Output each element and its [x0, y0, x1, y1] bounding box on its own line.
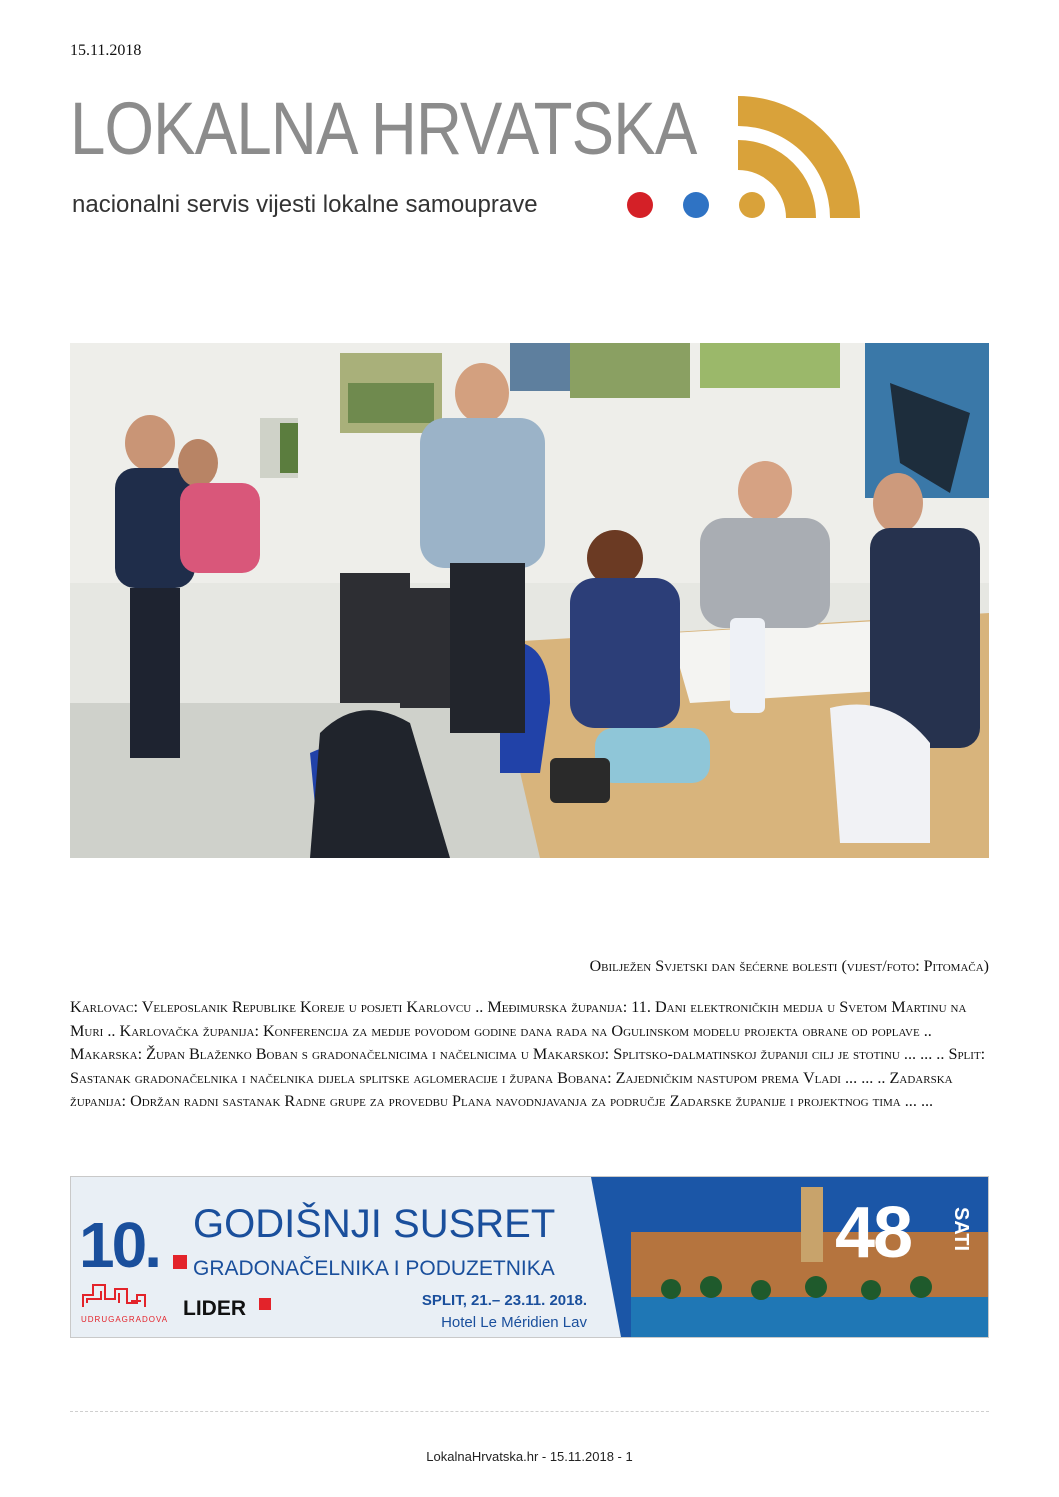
logo-red-dot: [627, 192, 653, 218]
banner-lider-square: [259, 1298, 271, 1310]
banner-red-square: [173, 1255, 187, 1269]
banner-line1: GODIŠNJI SUSRET: [193, 1202, 556, 1246]
logo-blue-dot: [683, 192, 709, 218]
banner-number: 10.: [79, 1209, 159, 1281]
banner-venue: Hotel Le Méridien Lav: [441, 1314, 587, 1331]
banner-org: UDRUGAGRADOVA: [81, 1315, 169, 1324]
logo-subtitle: nacionalni servis vijesti lokalne samouprave: [72, 191, 538, 218]
news-photo: [70, 343, 989, 858]
document-date: 15.11.2018: [70, 42, 142, 59]
logo-rss-icon: [618, 92, 868, 222]
page-divider: [70, 1411, 989, 1412]
logo-gold-dot: [739, 192, 765, 218]
banner-hours: 48: [835, 1193, 912, 1273]
logo-title: LOKALNA HRVATSKA: [70, 87, 697, 170]
news-summary: Karlovac: Veleposlanik Republike Koreje u posjeti Karlovcu .. Međimurska županija: 11. Dani elektroničkih medija u Svetom Martinu na Muri .. Karlovačka županija: Konferencija za medije povodom godine dana rada na Ogulinskom modelu projekta obrane od poplave .. Makarska: Župan Blaženko Boban s gradonačelnicima i načelnicima u Makarskoj: Splitsko-dalmatinskoj županiji cilj je stotinu ... ... .. Split: Sastanak gradonačelnika i načelnika dijela splitske aglomeracije i župana Bobana: Zajedničkim nastupom prema Vladi ... ... .. Zadarska županija: Održan radni sastanak Radne grupe za provedbu Plana navodnjavanja za područje Zadarske županije i projektnog tima ... ...: [70, 998, 986, 1111]
photo-caption: Obilježen Svjetski dan šećerne bolesti (vijest/foto: Pitomača): [589, 958, 989, 975]
banner-line2: GRADONAČELNIKA I PODUZETNIKA: [193, 1257, 555, 1280]
event-banner[interactable]: [70, 1176, 989, 1338]
page-footer: LokalnaHrvatska.hr - 15.11.2018 - 1: [426, 1449, 633, 1464]
banner-date: SPLIT, 21.– 23.11. 2018.: [421, 1292, 587, 1309]
banner-lider: LIDER: [183, 1297, 246, 1320]
banner-hours-word: SATI: [950, 1207, 972, 1252]
